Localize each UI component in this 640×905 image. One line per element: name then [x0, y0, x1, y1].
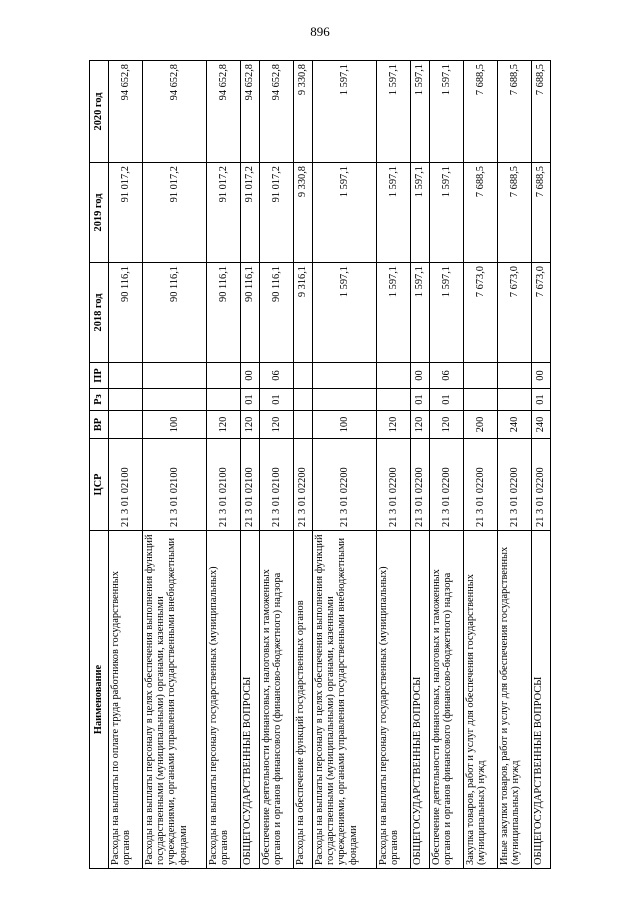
cell-vr — [109, 411, 143, 439]
cell-y2019: 91 017,2 — [109, 163, 143, 263]
cell-rz: 01 — [429, 389, 463, 411]
cell-rz — [293, 389, 312, 411]
cell-y2019: 1 597,1 — [376, 163, 410, 263]
cell-vr: 120 — [410, 411, 429, 439]
cell-name: ОБЩЕГОСУДАРСТВЕННЫЕ ВОПРОСЫ — [240, 531, 259, 869]
table-row — [376, 61, 410, 869]
cell-vr: 240 — [497, 411, 531, 439]
cell-y2020: 9 330,8 — [293, 61, 312, 163]
cell-pr: 06 — [259, 363, 293, 389]
cell-name: ОБЩЕГОСУДАРСТВЕННЫЕ ВОПРОСЫ — [410, 531, 429, 869]
cell-y2020: 94 652,8 — [143, 61, 207, 163]
cell-csr: 21 3 01 02200 — [293, 439, 312, 531]
cell-y2018: 90 116,1 — [109, 263, 143, 363]
cell-vr: 120 — [240, 411, 259, 439]
cell-pr — [143, 363, 207, 389]
cell-y2018: 7 673,0 — [497, 263, 531, 363]
cell-rz: 01 — [531, 389, 550, 411]
cell-vr: 120 — [376, 411, 410, 439]
cell-rz — [143, 389, 207, 411]
cell-csr: 21 3 01 02200 — [410, 439, 429, 531]
cell-vr: 200 — [463, 411, 497, 439]
cell-rz: 01 — [240, 389, 259, 411]
cell-y2018: 7 673,0 — [463, 263, 497, 363]
cell-vr: 100 — [143, 411, 207, 439]
cell-csr: 21 3 01 02200 — [463, 439, 497, 531]
cell-vr: 120 — [259, 411, 293, 439]
cell-name: Расходы на выплаты персоналу государственных (муниципальных) органов — [376, 531, 410, 869]
cell-csr: 21 3 01 02100 — [259, 439, 293, 531]
cell-vr: 240 — [531, 411, 550, 439]
table-header-row — [90, 61, 109, 869]
cell-y2020: 7 688,5 — [463, 61, 497, 163]
table-row — [497, 61, 531, 869]
cell-y2019: 91 017,2 — [240, 163, 259, 263]
cell-vr — [293, 411, 312, 439]
cell-y2019: 7 688,5 — [531, 163, 550, 263]
cell-y2020: 7 688,5 — [497, 61, 531, 163]
cell-y2019: 1 597,1 — [429, 163, 463, 263]
cell-csr: 21 3 01 02200 — [497, 439, 531, 531]
cell-y2020: 1 597,1 — [410, 61, 429, 163]
cell-pr — [109, 363, 143, 389]
table-row — [429, 61, 463, 869]
cell-csr: 21 3 01 02200 — [376, 439, 410, 531]
cell-y2018: 1 597,1 — [429, 263, 463, 363]
cell-y2018: 90 116,1 — [240, 263, 259, 363]
cell-name: Расходы на выплаты персоналу государственных (муниципальных) органов — [206, 531, 240, 869]
cell-y2018: 1 597,1 — [410, 263, 429, 363]
table-row — [293, 61, 312, 869]
table-row — [259, 61, 293, 869]
cell-name: Расходы на обеспечение функций государственных органов — [293, 531, 312, 869]
cell-y2018: 7 673,0 — [531, 263, 550, 363]
cell-vr: 100 — [312, 411, 376, 439]
header-2018: 2018 год — [90, 263, 109, 363]
cell-pr: 06 — [429, 363, 463, 389]
cell-name: Обеспечение деятельности финансовых, налоговых и таможенных органов и органов финансового (финансово-бюджетного) надзора — [429, 531, 463, 869]
cell-rz — [312, 389, 376, 411]
header-2020: 2020 год — [90, 61, 109, 163]
cell-y2019: 91 017,2 — [259, 163, 293, 263]
cell-y2019: 1 597,1 — [410, 163, 429, 263]
header-vr: ВР — [90, 411, 109, 439]
cell-y2020: 94 652,8 — [240, 61, 259, 163]
cell-pr: 00 — [240, 363, 259, 389]
cell-y2020: 94 652,8 — [206, 61, 240, 163]
cell-name: Расходы на выплаты персоналу в целях обеспечения выполнения функций государственными (муниципальными) органами, казенными учреждениями, органами управления государственными внебюджетными фондами — [143, 531, 207, 869]
cell-y2018: 9 316,1 — [293, 263, 312, 363]
cell-y2018: 1 597,1 — [312, 263, 376, 363]
table-row — [109, 61, 143, 869]
cell-y2020: 1 597,1 — [312, 61, 376, 163]
cell-name: Расходы на выплаты персоналу в целях обеспечения выполнения функций государственными (муниципальными) органами, казенными учреждениями, органами управления государственными внебюджетными фондами — [312, 531, 376, 869]
table-row — [463, 61, 497, 869]
table-row — [206, 61, 240, 869]
cell-pr — [312, 363, 376, 389]
cell-rz — [376, 389, 410, 411]
table-row — [410, 61, 429, 869]
page-number: 896 — [310, 24, 330, 39]
cell-pr: 00 — [531, 363, 550, 389]
budget-table — [89, 60, 551, 869]
table-row — [143, 61, 207, 869]
cell-vr: 120 — [429, 411, 463, 439]
cell-y2019: 1 597,1 — [312, 163, 376, 263]
header-rz: Рз — [90, 389, 109, 411]
rotated-table-container — [89, 61, 551, 869]
header-pr: ПР — [90, 363, 109, 389]
cell-y2018: 90 116,1 — [206, 263, 240, 363]
cell-rz: 01 — [259, 389, 293, 411]
cell-y2020: 94 652,8 — [259, 61, 293, 163]
cell-pr — [376, 363, 410, 389]
header-2019: 2019 год — [90, 163, 109, 263]
cell-name: Обеспечение деятельности финансовых, налоговых и таможенных органов и органов финансового (финансово-бюджетного) надзора — [259, 531, 293, 869]
cell-y2020: 1 597,1 — [429, 61, 463, 163]
table-row — [240, 61, 259, 869]
table-row — [312, 61, 376, 869]
header-csr: ЦСР — [90, 439, 109, 531]
cell-csr: 21 3 01 02100 — [143, 439, 207, 531]
cell-y2019: 7 688,5 — [497, 163, 531, 263]
table-row — [531, 61, 550, 869]
cell-y2018: 1 597,1 — [376, 263, 410, 363]
cell-pr — [463, 363, 497, 389]
cell-csr: 21 3 01 02200 — [531, 439, 550, 531]
cell-vr: 120 — [206, 411, 240, 439]
cell-y2019: 91 017,2 — [143, 163, 207, 263]
table-body — [109, 61, 551, 869]
cell-name: Иные закупки товаров, работ и услуг для обеспечения государственных (муниципальных) нужд — [497, 531, 531, 869]
cell-y2019: 7 688,5 — [463, 163, 497, 263]
cell-csr: 21 3 01 02100 — [240, 439, 259, 531]
cell-csr: 21 3 01 02100 — [206, 439, 240, 531]
cell-y2020: 1 597,1 — [376, 61, 410, 163]
cell-rz — [463, 389, 497, 411]
cell-pr — [497, 363, 531, 389]
cell-name: ОБЩЕГОСУДАРСТВЕННЫЕ ВОПРОСЫ — [531, 531, 550, 869]
cell-name: Закупка товаров, работ и услуг для обеспечения государственных (муниципальных) нужд — [463, 531, 497, 869]
cell-pr — [206, 363, 240, 389]
cell-y2019: 9 330,8 — [293, 163, 312, 263]
header-name: Наименование — [90, 531, 109, 869]
cell-y2018: 90 116,1 — [143, 263, 207, 363]
cell-rz — [497, 389, 531, 411]
cell-pr: 00 — [410, 363, 429, 389]
cell-rz: 01 — [410, 389, 429, 411]
cell-y2019: 91 017,2 — [206, 163, 240, 263]
cell-pr — [293, 363, 312, 389]
cell-csr: 21 3 01 02100 — [109, 439, 143, 531]
cell-rz — [206, 389, 240, 411]
cell-csr: 21 3 01 02200 — [312, 439, 376, 531]
cell-rz — [109, 389, 143, 411]
cell-name: Расходы на выплаты по оплате труда работников государственных органов — [109, 531, 143, 869]
cell-y2018: 90 116,1 — [259, 263, 293, 363]
cell-y2020: 94 652,8 — [109, 61, 143, 163]
cell-y2020: 7 688,5 — [531, 61, 550, 163]
cell-csr: 21 3 01 02200 — [429, 439, 463, 531]
